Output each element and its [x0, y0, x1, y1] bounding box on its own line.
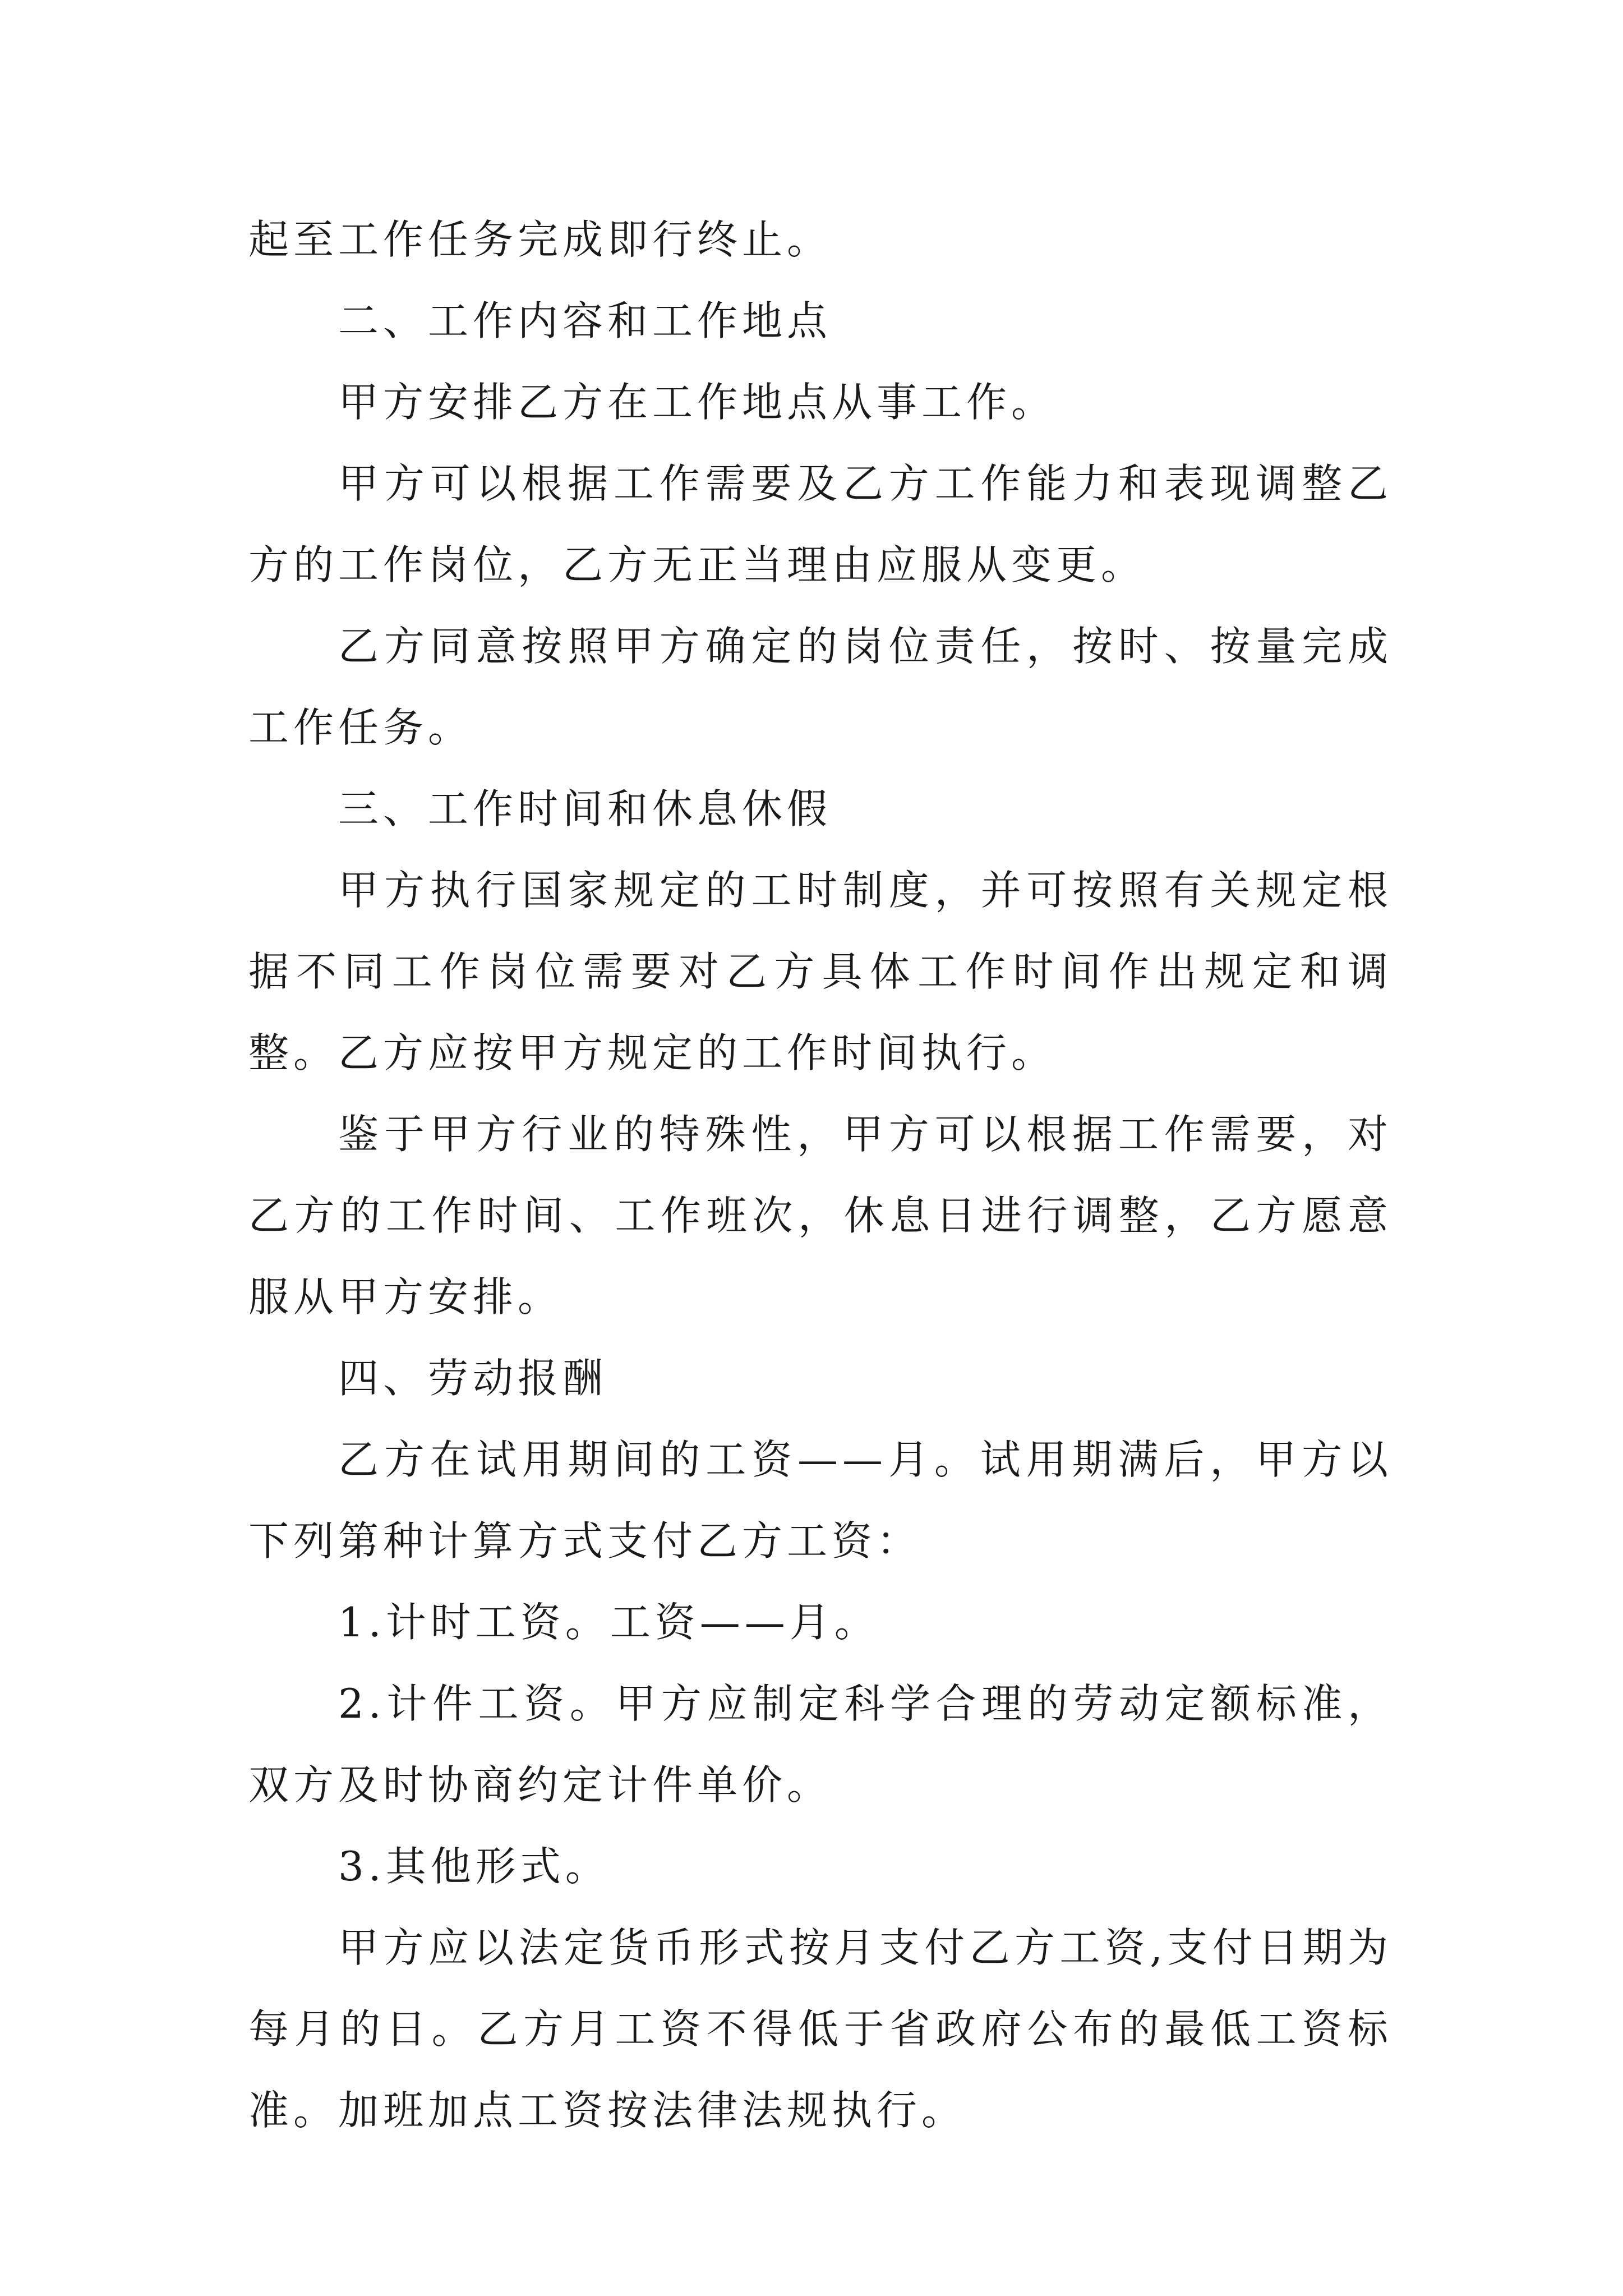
paragraph-payment-terms: 甲方应以法定货币形式按月支付乙方工资,支付日期为每月的日。乙方月工资不得低于省政府公布的最低工资标准。加班加点工资按法律法规执行。 — [248, 1924, 1393, 2134]
section-heading-remuneration: 四、劳动报酬 — [338, 1355, 608, 1402]
document-body — [248, 199, 1393, 2151]
list-item-piece-wage: 2.计件工资。甲方应制定科学合理的劳动定额标准，双方及时协商约定计件单价。 — [248, 1680, 1393, 1809]
paragraph-work-location: 甲方安排乙方在工作地点从事工作。 — [338, 379, 1057, 426]
paragraph-working-hours-system: 甲方执行国家规定的工时制度，并可按照有关规定根据不同工作岗位需要对乙方具体工作时间作出规定和调整。乙方应按甲方规定的工作时间执行。 — [248, 867, 1393, 1076]
paragraph-probation-wage: 乙方在试用期间的工资——月。试用期满后，甲方以下列第种计算方式支付乙方工资： — [248, 1436, 1393, 1565]
paragraph-schedule-adjustment: 鉴于甲方行业的特殊性，甲方可以根据工作需要，对乙方的工作时间、工作班次，休息日进行调整，乙方愿意服从甲方安排。 — [248, 1111, 1393, 1320]
paragraph-contract-term-end: 起至工作任务完成即行终止。 — [248, 216, 832, 263]
section-heading-work-hours: 三、工作时间和休息休假 — [338, 785, 832, 832]
paragraph-job-responsibility: 乙方同意按照甲方确定的岗位责任，按时、按量完成工作任务。 — [248, 623, 1393, 751]
section-heading-work-content: 二、工作内容和工作地点 — [338, 297, 832, 344]
paragraph-position-adjustment: 甲方可以根据工作需要及乙方工作能力和表现调整乙方的工作岗位，乙方无正当理由应服从变更。 — [248, 460, 1393, 588]
list-item-time-wage: 1.计时工资。工资——月。 — [338, 1599, 879, 1646]
list-item-other-forms: 3.其他形式。 — [338, 1843, 610, 1890]
